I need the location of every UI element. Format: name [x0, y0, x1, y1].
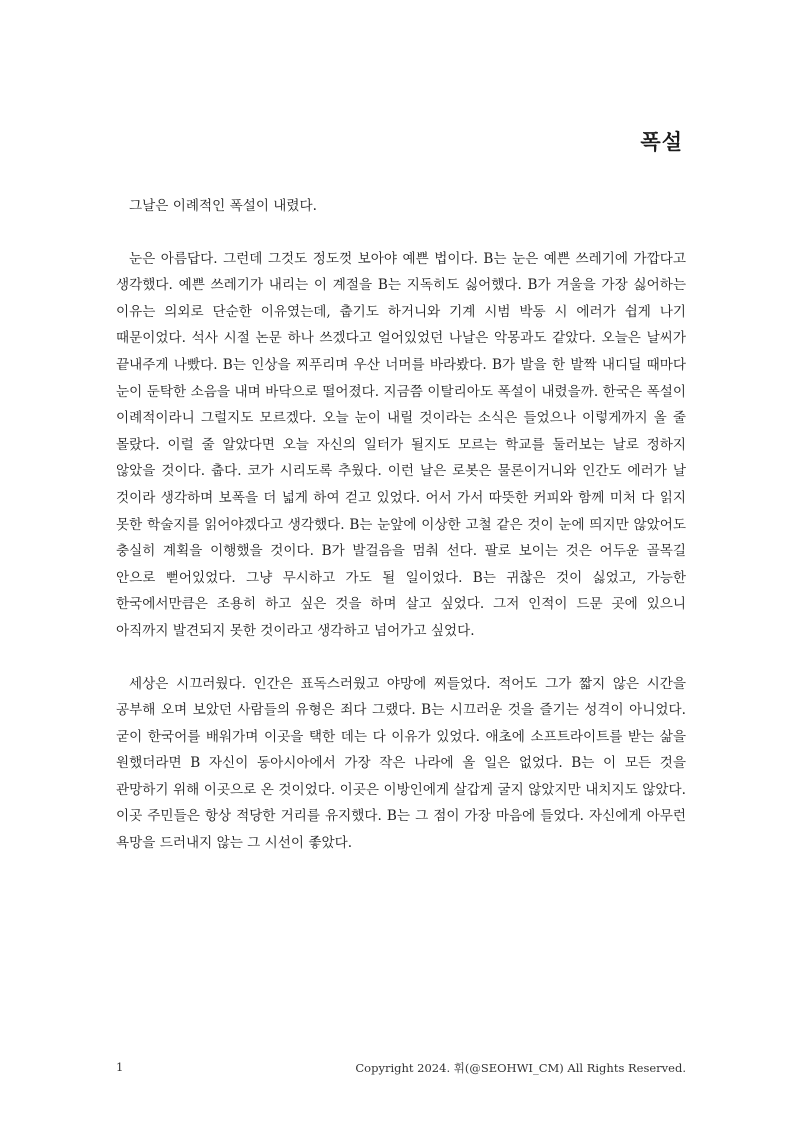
page-title: 폭설: [640, 130, 683, 154]
paragraph-world: 세상은 시끄러웠다. 인간은 표독스러웠고 야망에 찌들었다. 적어도 그가 짧지 않은 시간을 공부해 오며 보았던 사람들의 유형은 죄다 그랬다. B는 시끄러운 것을 즐기는 성격이 아니었다. 굳이 한국어를 배워가며 이곳을 택한 데는 다 이유가 있었다. 애초에 소프트라이트를 받는 삶을 원했더라면 B 자신이 동아시아에서 가장 작은 나라에 올 일은 없었다. B는 이 모든 것을 관망하기 위해 이곳으로 온 것이었다. 이곳은 이방인에게 살갑게 굴지 않았지만 내치지도 않았다. 이곳 주민들은 항상 적당한 거리를 유지했다. B는 그 점이 가장 마음에 들었다. 자신에게 아무런 욕망을 드러내지 않는 그 시선이 좋았다.: [116, 675, 686, 852]
page-number: 1: [116, 1060, 124, 1074]
page-footer: [116, 1060, 686, 1078]
paragraph-intro: 그날은 이례적인 폭설이 내렸다.: [129, 198, 317, 214]
document-body: [116, 193, 686, 857]
paragraph-snow: 눈은 아름답다. 그런데 그것도 정도껏 보아야 예쁜 법이다. B는 눈은 예쁜 쓰레기에 가깝다고 생각했다. 예쁜 쓰레기가 내리는 이 계절을 B는 지독히도 싫어했다. B가 겨울을 가장 싫어하는 이유는 의외로 단순한 이유였는데, 춥기도 하거니와 기계 시범 박동 시 에러가 쉽게 나기 때문이었다. 석사 시절 논문 하나 쓰겠다고 얼어있었던 나날은 악몽과도 같았다. 오늘은 날씨가 끝내주게 나빴다. B는 인상을 찌푸리며 우산 너머를 바라봤다. B가 발을 한 발짝 내디딜 때마다 눈이 둔탁한 소음을 내며 바닥으로 떨어졌다. 지금쯤 이탈리아도 폭설이 내렸을까. 한국은 폭설이 이례적이라니 그럴지도 모르겠다. 오늘 눈이 내릴 것이라는 소식은 들었으나 이렇게까지 올 줄 몰랐다. 이럴 줄 알았다면 오늘 자신의 일터가 될지도 모르는 학교를 둘러보는 날로 정하지 않았을 것이다. 춥다. 코가 시리도록 추웠다. 이런 날은 로봇은 물론이거니와 인간도 에러가 날 것이라 생각하며 보폭을 더 넓게 하여 걷고 있었다. 어서 가서 따뜻한 커피와 함께 미처 다 읽지 못한 학술지를 읽어야겠다고 생각했다. B는 눈앞에 이상한 고철 같은 것이 눈에 띄지만 않았어도 충실히 계획을 이행했을 것이다. B가 발걸음을 멈춰 선다. 팔로 보이는 것은 어두운 골목길 안으로 뻗어있었다. 그냥 무시하고 가도 될 일이었다. B는 귀찮은 것이 싫었고, 가능한 한국에서만큼은 조용히 하고 싶은 것을 하며 살고 싶었다. 그저 인적이 드문 곳에 있으니 아직까지 발견되지 못한 것이라고 생각하고 넘어가고 싶었다.: [116, 250, 686, 639]
copyright-notice: Copyright 2024. 휘(@SEOHWI_CM) All Rights Reserved.: [355, 1061, 686, 1075]
